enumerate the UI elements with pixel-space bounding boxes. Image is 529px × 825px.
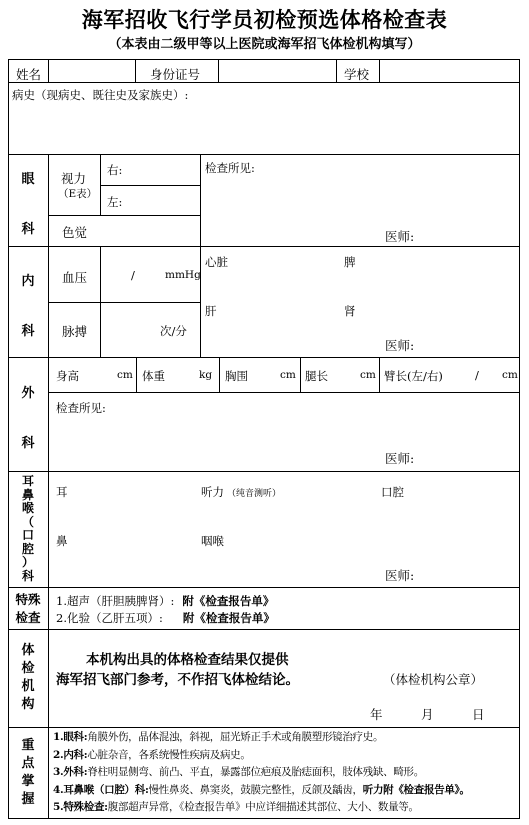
date-month-label: 月 [421,707,434,722]
height-unit: cm [117,369,133,381]
school-label: 学校 [344,67,370,82]
blood-pressure-label: 血压 [62,270,88,285]
key-point-item: 1.眼科:角膜外伤，晶体混浊，斜视，屈光矫正手术或角膜塑形镜治疗史。 [53,731,384,743]
color-vision-label: 色觉 [62,225,88,240]
id-number-label: 身份证号 [150,67,201,82]
mouth-label: 口腔 [381,485,404,499]
chest-label: 胸围 [225,369,248,383]
throat-label: 咽喉 [201,534,224,548]
surgery-section-char2: 科 [21,436,35,451]
internal-doctor-label: 医师: [385,338,415,353]
form-title: 海军招收飞行学员初检预选体格检查表 [81,7,448,32]
name-field[interactable] [49,60,134,81]
vision-chart-type: （E表） [58,188,98,200]
date-day-label: 日 [472,707,485,722]
surgery-doctor-label: 医师: [385,451,415,466]
eye-findings-label: 检查所见: [205,161,255,175]
hearing-label: 听力 [201,485,224,499]
blood-pressure-slash: / [131,268,135,282]
date-year-label: 年 [370,707,383,722]
leg-label: 腿长 [305,369,328,383]
eye-section-char1: 眼 [21,172,35,187]
ear-label: 耳 [56,485,68,499]
key-point-item: 2.内科:心脏杂音，各系统慢性疾病及病史。 [53,748,251,761]
arm-label: 臂长(左/右) [384,369,443,383]
vision-right-label: 右: [107,163,123,177]
height-label: 身高 [56,369,79,383]
vision-left-label: 左: [107,195,123,209]
arm-unit: cm [502,369,518,381]
kidney-label: 肾 [344,304,356,318]
key-point-item: 5.特殊检查:腹部超声异常，《检查报告单》中应详细描述其部位、大小、数量等。 [53,801,419,813]
surgery-findings-label: 检查所见: [56,401,106,415]
ultrasound-item: 1.超声（肝胆胰脾肾）: 附《检查报告单》 [56,594,275,608]
internal-section-char2: 科 [21,324,35,339]
eye-doctor-label: 医师: [385,229,415,244]
weight-unit: kg [199,369,213,381]
pulse-unit: 次/分 [160,324,187,338]
special-section-label: 特殊 检查 [15,592,41,625]
pulse-label: 脉搏 [62,324,88,339]
chest-unit: cm [280,369,296,381]
notes-section-label: 重 点 掌 握 [21,738,35,807]
blood-pressure-unit: mmHg [165,269,201,281]
vision-label: 视力 [61,171,87,186]
institution-section-label: 体 检 机 构 [21,643,35,712]
surgery-section-char1: 外 [21,386,35,401]
institution-seal-label: （体检机构公章） [383,672,484,687]
key-points-list [53,729,470,817]
form-subtitle: （本表由二级甲等以上医院或海军招飞体检机构填写） [108,37,421,52]
liver-label: 肝 [205,304,217,318]
eye-section-char2: 科 [21,222,35,237]
lab-test-item: 2.化验（乙肝五项）: 附《检查报告单》 [56,611,275,625]
nose-label: 鼻 [56,534,68,548]
ent-doctor-label: 医师: [385,568,415,583]
history-label: 病史（现病史、既往史及家族史）: [12,88,189,102]
internal-section-char1: 内 [21,274,35,289]
id-number-field[interactable] [219,60,335,81]
weight-label: 体重 [142,369,165,383]
leg-unit: cm [360,369,376,381]
hearing-note: （纯音测听） [227,489,282,499]
institution-notice-line1: 本机构出具的体格检查结果仅提供 [86,652,289,668]
heart-label: 心脏 [205,255,228,269]
key-point-item: 3.外科:脊柱明显侧弯、前凸、平直，暴露部位疤痕及胎痣面积，肢体残缺、畸形。 [53,766,424,778]
institution-notice-line2: 海军招飞部门参考，不作招飞体检结论。 [56,672,299,688]
arm-slash: / [475,368,479,382]
history-field[interactable] [9,104,519,153]
name-label: 姓名 [16,67,42,82]
school-field[interactable] [380,60,518,81]
spleen-label: 脾 [344,255,356,269]
ent-section-label: 耳 鼻 喉 （ 口 腔 ） 科 [21,474,34,583]
key-point-item: 4.耳鼻喉（口腔）科:慢性鼻炎、鼻窦炎，鼓膜完整性，反颌及龋齿，听力附《检查报告单》。 [53,783,470,796]
